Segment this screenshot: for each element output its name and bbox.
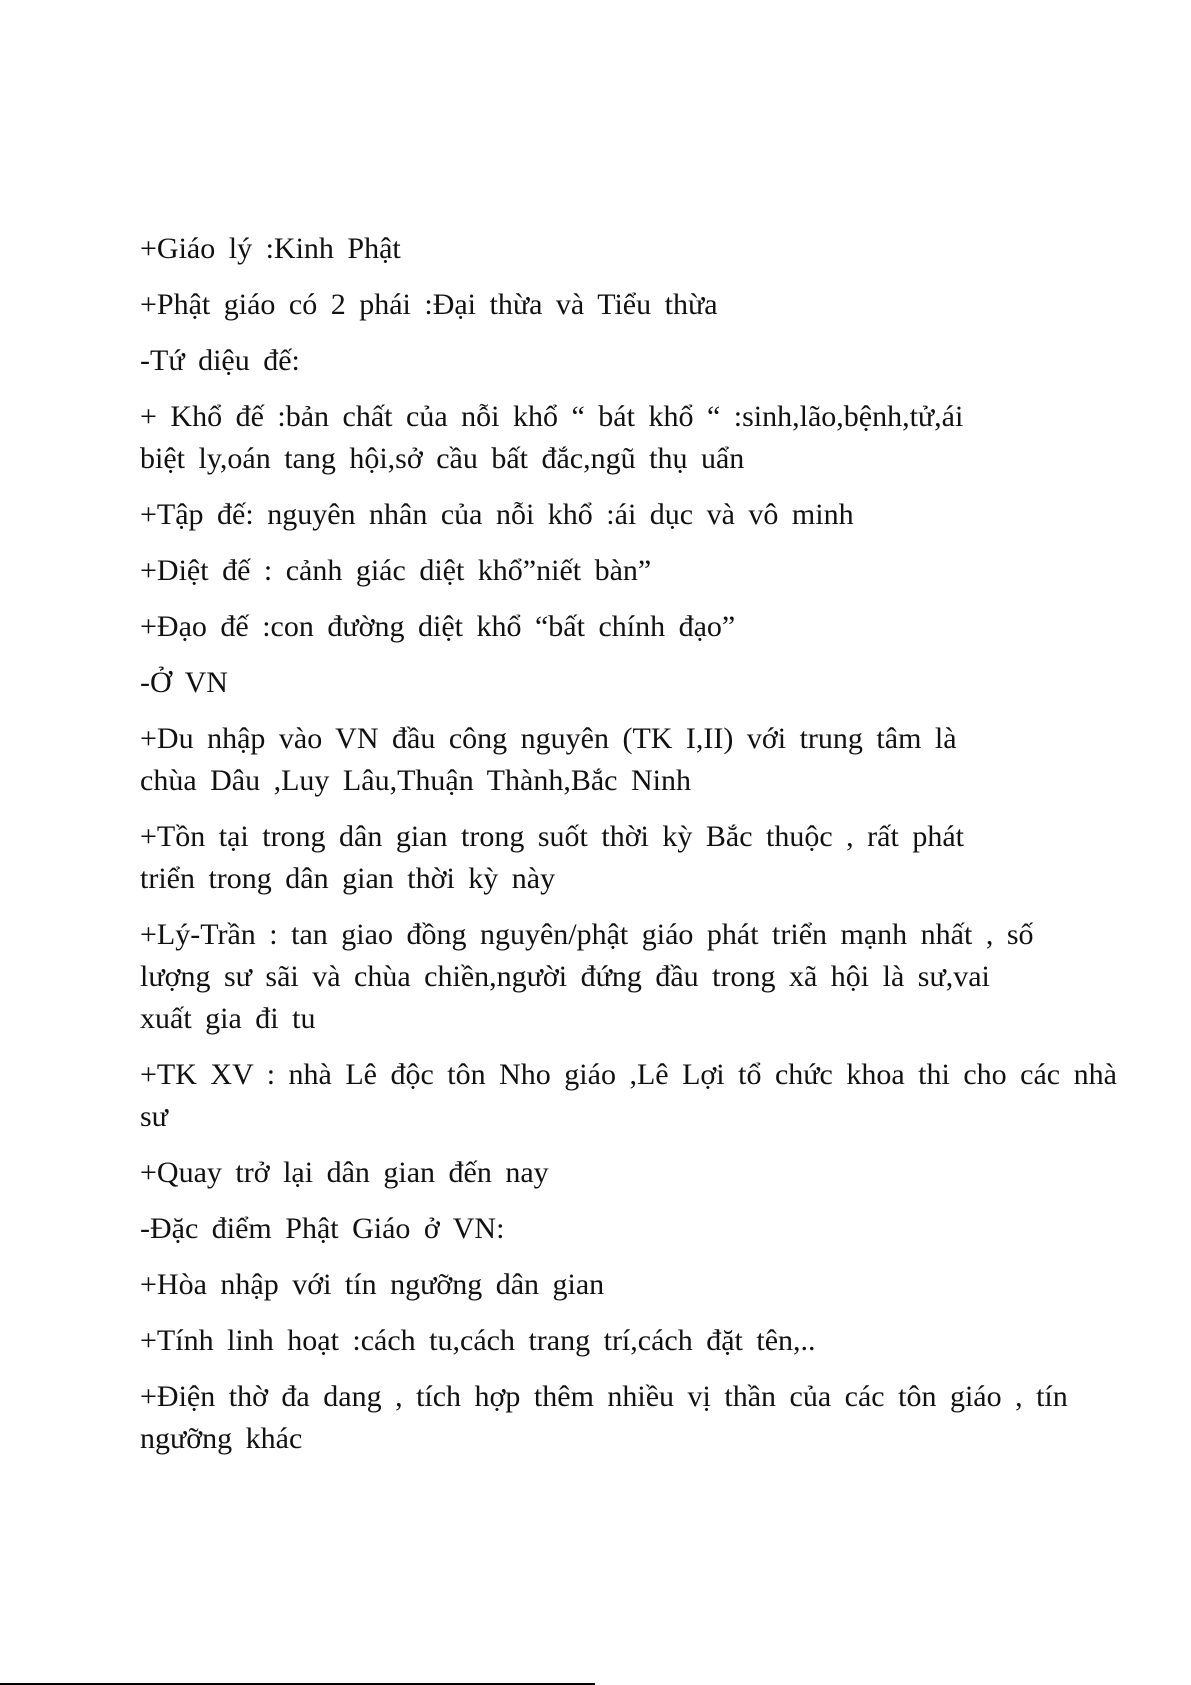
paragraph-kho-de: + Khổ đế :bản chất của nỗi khổ “ bát khổ “ :sinh,lão,bệnh,tử,ái biệt ly,oán tang hội,sở cầu bất đắc,ngũ thụ uẩn [140,400,964,475]
paragraph-dao-de: +Đạo đế :con đường diệt khổ “bất chính đạo” [140,610,736,643]
document-body [140,228,1150,1474]
paragraph-dien-tho: +Điện thờ đa dang , tích hợp thêm nhiều vị thần của các tôn giáo , tín ngưỡng khác [140,1380,1068,1455]
paragraph-ton-tai: +Tồn tại trong dân gian trong suốt thời kỳ Bắc thuộc , rất phát triển trong dân gian thời kỳ này [140,820,964,895]
paragraph-quay-tro-lai: +Quay trở lại dân gian đến nay [140,1156,549,1189]
paragraph-diet-de: +Diệt đế : cảnh giác diệt khổ”niết bàn” [140,554,652,587]
paragraph-dac-diem: -Đặc điểm Phật Giáo ở VN: [140,1212,505,1245]
paragraph-tu-dieu-de: -Tứ diệu đế: [140,344,300,377]
paragraph-tk-xv: +TK XV : nhà Lê độc tôn Nho giáo ,Lê Lợi tổ chức khoa thi cho các nhà sư [140,1058,1117,1133]
paragraph-hai-phai: +Phật giáo có 2 phái :Đại thừa và Tiểu thừa [140,288,718,321]
paragraph-giao-ly: +Giáo lý :Kinh Phật [140,232,401,265]
paragraph-tap-de: +Tập đế: nguyên nhân của nỗi khổ :ái dục và vô minh [140,498,854,531]
paragraph-hoa-nhap: +Hòa nhập với tín ngưỡng dân gian [140,1268,605,1301]
paragraph-linh-hoat: +Tính linh hoạt :cách tu,cách trang trí,cách đặt tên,.. [140,1324,816,1357]
paragraph-du-nhap: +Du nhập vào VN đầu công nguyên (TK I,II) với trung tâm là chùa Dâu ,Luy Lâu,Thuận Thành,Bắc Ninh [140,722,957,797]
paragraph-o-vn: -Ở VN [140,666,228,699]
paragraph-ly-tran: +Lý-Trần : tan giao đồng nguyên/phật giáo phát triển mạnh nhất , số lượng sư sãi và chùa chiền,người đứng đầu trong xã hội là sư,vai xuất gia đi tu [140,918,1034,1035]
